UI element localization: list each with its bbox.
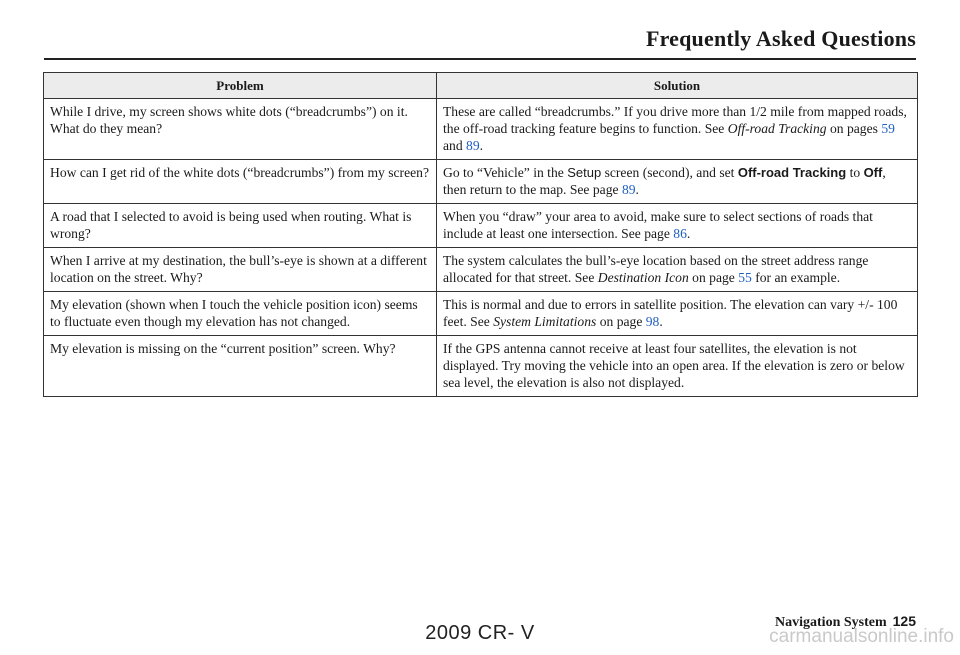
table-row xyxy=(44,248,918,292)
menu-term: Off-road Tracking xyxy=(737,165,847,180)
solution-cell xyxy=(437,292,918,336)
solution-text: on pages xyxy=(826,121,882,136)
page-link[interactable]: 98 xyxy=(645,314,660,329)
problem-cell: A road that I selected to avoid is being used when routing. What is wrong? xyxy=(44,204,437,248)
solution-text: This is normal and due to errors in satellite position. The elevation can vary +/- 100 feet. See xyxy=(443,297,898,329)
problem-cell: My elevation (shown when I touch the vehicle position icon) seems to fluctuate even though my elevation has not changed. xyxy=(44,292,437,336)
table-row xyxy=(44,204,918,248)
column-header-solution: Solution xyxy=(437,73,918,99)
solution-text: screen (second), and set xyxy=(601,165,738,180)
problem-cell: When I arrive at my destination, the bull’s-eye is shown at a different location on the street. Why? xyxy=(44,248,437,292)
table-header-row xyxy=(44,73,918,99)
problem-cell: How can I get rid of the white dots (“breadcrumbs”) from my screen? xyxy=(44,160,437,204)
solution-cell xyxy=(437,160,918,204)
solution-text: and xyxy=(443,138,467,153)
problem-cell: While I drive, my screen shows white dots (“breadcrumbs”) on it. What do they mean? xyxy=(44,99,437,160)
solution-text: Go to “Vehicle” in the xyxy=(443,165,568,180)
reference-title: Destination Icon xyxy=(597,270,689,285)
solution-cell xyxy=(437,336,918,397)
page-number: 125 xyxy=(892,613,916,629)
solution-text: If the GPS antenna cannot receive at least four satellites, the elevation is not displayed. Try moving the vehicle into an open area. If the elevation is zero or below sea level, the elevation is also not displayed. xyxy=(443,341,905,390)
solution-text: . xyxy=(686,226,691,241)
page-link[interactable]: 59 xyxy=(881,121,895,136)
table-row xyxy=(44,160,918,204)
table-row xyxy=(44,336,918,397)
title-rule xyxy=(44,58,916,60)
table-row xyxy=(44,292,918,336)
page-title: Frequently Asked Questions xyxy=(645,26,916,51)
solution-text: to xyxy=(846,165,864,180)
menu-term: Setup xyxy=(567,165,602,180)
page-link[interactable]: 55 xyxy=(738,270,752,285)
page-link[interactable]: 89 xyxy=(466,138,480,153)
solution-text: These are called “breadcrumbs.” If you drive more than 1/2 mile from mapped roads, the off-road tracking feature begins to function. See xyxy=(443,104,907,136)
solution-text: The system calculates the bull’s-eye location based on the street address range allocated for that street. See xyxy=(443,253,869,285)
page-link[interactable]: 89 xyxy=(621,182,636,197)
solution-text: When you “draw” your area to avoid, make sure to select sections of roads that include at least one intersection. See page xyxy=(443,209,873,241)
solution-text: on page xyxy=(688,270,739,285)
table-row xyxy=(44,99,918,160)
problem-cell: My elevation is missing on the “current position” screen. Why? xyxy=(44,336,437,397)
solution-cell xyxy=(437,99,918,160)
footer-label: Navigation System xyxy=(775,615,887,630)
page-link[interactable]: 86 xyxy=(673,226,687,241)
column-header-problem: Problem xyxy=(44,73,437,99)
solution-text: . xyxy=(479,138,484,153)
watermark: carmanualsonline.info xyxy=(769,626,954,647)
faq-table xyxy=(43,72,918,397)
solution-cell xyxy=(437,204,918,248)
model-label: 2009 CR- V xyxy=(425,622,535,644)
solution-cell xyxy=(437,248,918,292)
solution-text: . xyxy=(659,314,663,329)
solution-text: , then return to the map. See page xyxy=(443,165,886,197)
solution-text: on page xyxy=(596,314,646,329)
menu-term: Off xyxy=(863,165,883,180)
reference-title: Off-road Tracking xyxy=(727,121,827,136)
reference-title: System Limitations xyxy=(493,314,597,329)
solution-text: for an example. xyxy=(751,270,841,285)
solution-text: . xyxy=(635,182,639,197)
